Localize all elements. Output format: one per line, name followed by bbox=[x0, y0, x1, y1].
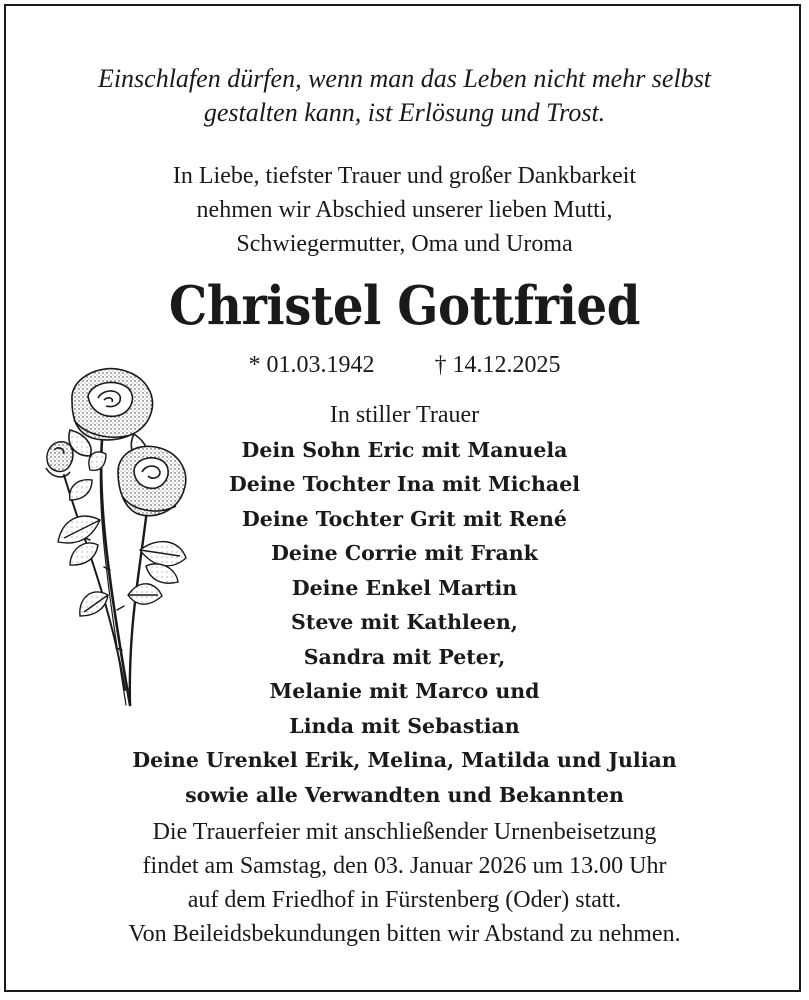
mourner-line: sowie alle Verwandten und Bekannten bbox=[185, 782, 624, 807]
mourner-line: Deine Tochter Grit mit René bbox=[242, 506, 567, 531]
mourner-line: Melanie mit Marco und bbox=[269, 679, 540, 703]
service-line: Die Trauerfeier mit anschließender Urnenbeisetzung bbox=[152, 819, 657, 845]
death-date: † 14.12.2025 bbox=[434, 352, 561, 378]
motto-line: Einschlafen dürfen, wenn man das Leben nicht mehr selbst bbox=[97, 64, 712, 93]
mourner-line: Deine Corrie mit Frank bbox=[271, 541, 538, 565]
mourner-line: Deine Tochter Ina mit Michael bbox=[228, 472, 581, 496]
mourner-line: Dein Sohn Eric mit Manuela bbox=[241, 437, 568, 462]
mourner-line: Linda mit Sebastian bbox=[289, 713, 520, 738]
mourner-line: Steve mit Kathleen, bbox=[291, 610, 518, 634]
intro-text bbox=[0, 159, 809, 261]
intro-line: nehmen wir Abschied unserer lieben Mutti, bbox=[196, 197, 613, 223]
birth-date: * 01.03.1942 bbox=[248, 352, 375, 378]
intro-line: Schwiegermutter, Oma und Uroma bbox=[236, 231, 573, 257]
mourner-line: Deine Enkel Martin bbox=[291, 575, 518, 600]
intro-line: In Liebe, tiefster Trauer und großer Dankbarkeit bbox=[172, 163, 637, 189]
service-line: auf dem Friedhof in Fürstenberg (Oder) statt. bbox=[187, 887, 622, 913]
service-notice bbox=[0, 815, 809, 951]
service-line: findet am Samstag, den 03. Januar 2026 um 13.00 Uhr bbox=[142, 853, 667, 879]
mourners-list bbox=[0, 398, 809, 812]
motto-quote bbox=[0, 62, 809, 130]
motto-line: gestalten kann, ist Erlösung und Trost. bbox=[203, 98, 606, 127]
mourner-line: Deine Urenkel Erik, Melina, Matilda und Julian bbox=[132, 748, 677, 772]
deceased-name: Christel Gottfried bbox=[168, 275, 640, 337]
mourner-line: Sandra mit Peter, bbox=[303, 644, 506, 669]
mourners-lead: In stiller Trauer bbox=[329, 402, 480, 428]
condolence-note: Von Beileidsbekundungen bitten wir Abstand zu nehmen. bbox=[128, 921, 681, 947]
